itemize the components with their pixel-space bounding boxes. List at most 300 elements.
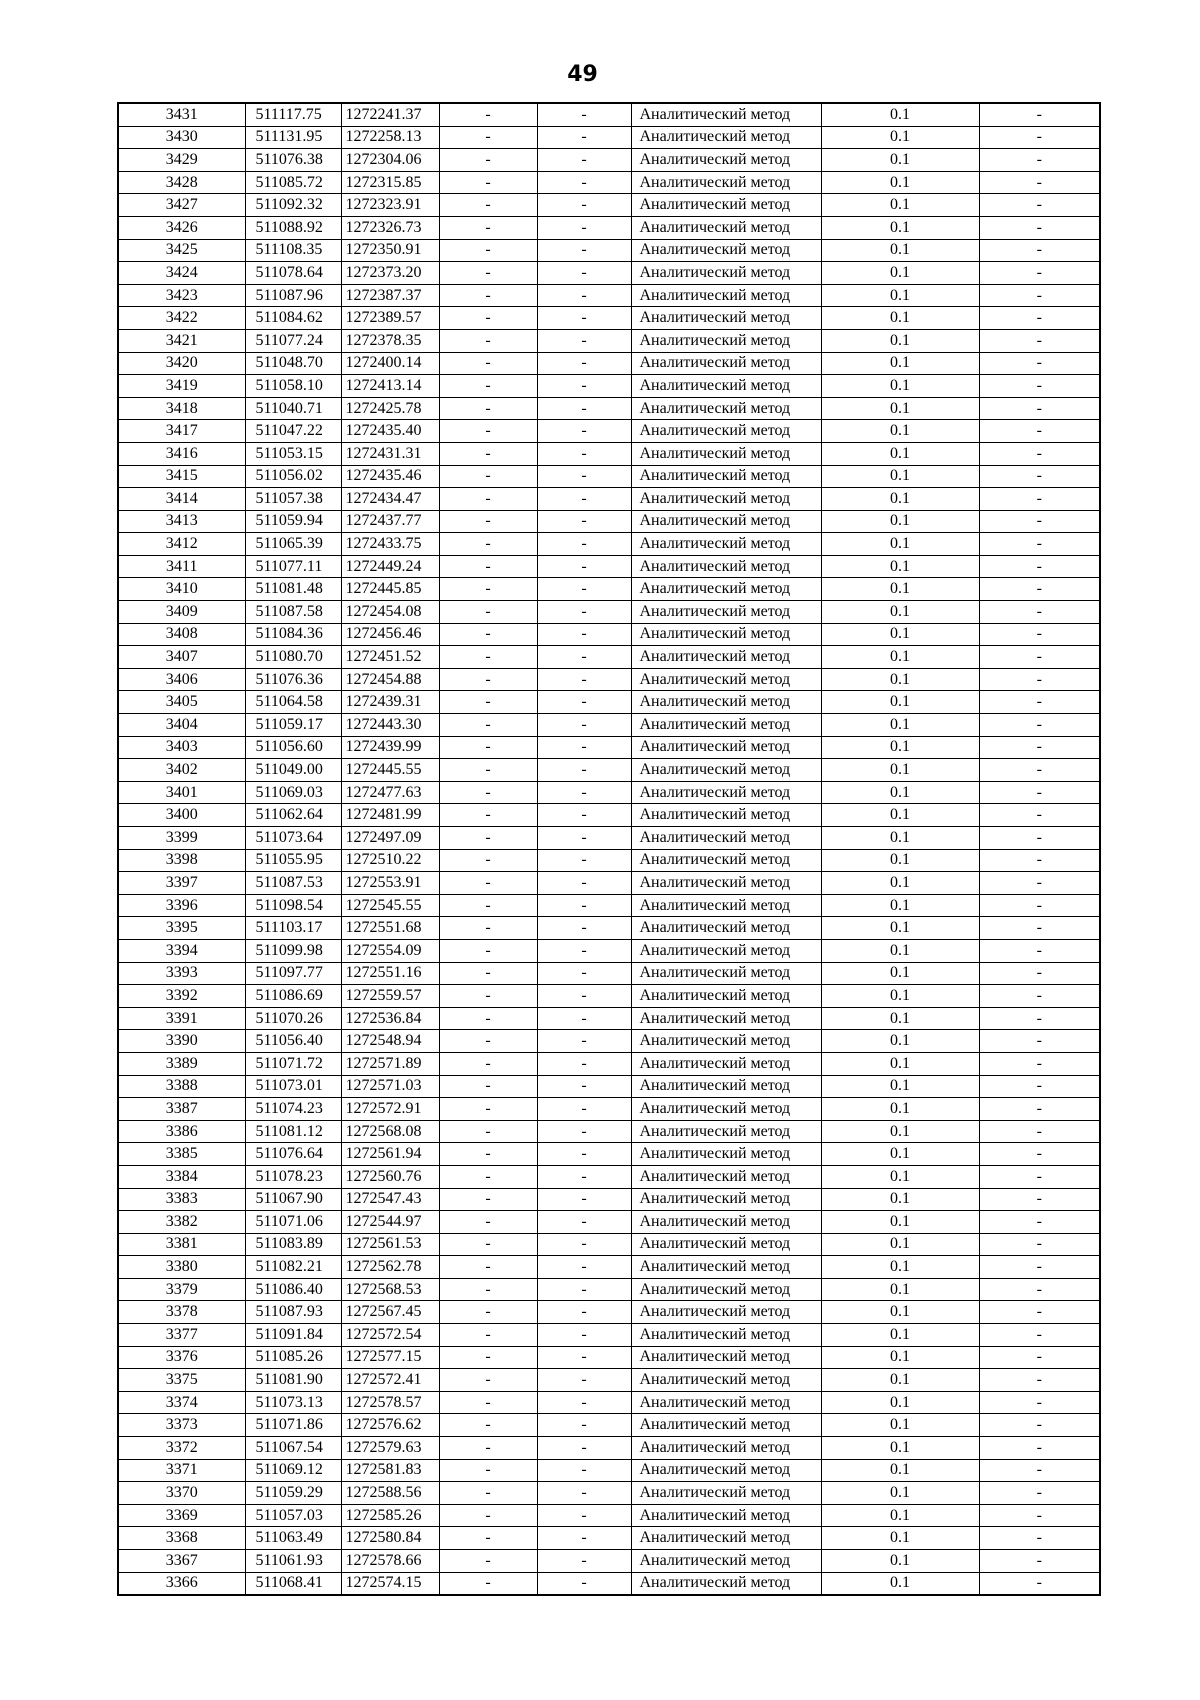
table-row [118, 126, 1100, 149]
empty-value-cell: - [537, 1504, 631, 1527]
point-number-cell: 3396 [118, 894, 245, 917]
empty-value-cell: - [979, 284, 1100, 307]
table-row [118, 917, 1100, 940]
empty-value-cell: - [537, 1459, 631, 1482]
accuracy-cell: 0.1 [821, 646, 979, 669]
empty-value-cell: - [537, 1007, 631, 1030]
accuracy-cell: 0.1 [821, 397, 979, 420]
empty-value-cell: - [439, 962, 537, 985]
accuracy-cell: 0.1 [821, 171, 979, 194]
table-row [118, 103, 1100, 126]
empty-value-cell: - [979, 1369, 1100, 1392]
y-coordinate-cell: 1272481.99 [341, 804, 439, 827]
empty-value-cell: - [979, 488, 1100, 511]
x-coordinate-cell: 511048.70 [245, 352, 341, 375]
empty-value-cell: - [979, 804, 1100, 827]
method-cell: Аналитический метод [631, 623, 821, 646]
empty-value-cell: - [537, 284, 631, 307]
method-cell: Аналитический метод [631, 1301, 821, 1324]
y-coordinate-cell: 1272451.52 [341, 646, 439, 669]
empty-value-cell: - [979, 1120, 1100, 1143]
empty-value-cell: - [439, 985, 537, 1008]
x-coordinate-cell: 511059.17 [245, 714, 341, 737]
y-coordinate-cell: 1272576.62 [341, 1414, 439, 1437]
point-number-cell: 3414 [118, 488, 245, 511]
y-coordinate-cell: 1272577.15 [341, 1346, 439, 1369]
x-coordinate-cell: 511071.06 [245, 1211, 341, 1234]
x-coordinate-cell: 511068.41 [245, 1572, 341, 1595]
empty-value-cell: - [439, 1165, 537, 1188]
point-number-cell: 3387 [118, 1098, 245, 1121]
method-cell: Аналитический метод [631, 939, 821, 962]
empty-value-cell: - [979, 939, 1100, 962]
table-row [118, 759, 1100, 782]
empty-value-cell: - [537, 442, 631, 465]
method-cell: Аналитический метод [631, 1233, 821, 1256]
y-coordinate-cell: 1272574.15 [341, 1572, 439, 1595]
x-coordinate-cell: 511069.12 [245, 1459, 341, 1482]
point-number-cell: 3369 [118, 1504, 245, 1527]
point-number-cell: 3375 [118, 1369, 245, 1392]
empty-value-cell: - [537, 1188, 631, 1211]
accuracy-cell: 0.1 [821, 1459, 979, 1482]
x-coordinate-cell: 511040.71 [245, 397, 341, 420]
empty-value-cell: - [979, 1301, 1100, 1324]
point-number-cell: 3404 [118, 714, 245, 737]
y-coordinate-cell: 1272439.31 [341, 691, 439, 714]
empty-value-cell: - [979, 1324, 1100, 1347]
table-row [118, 849, 1100, 872]
method-cell: Аналитический метод [631, 307, 821, 330]
accuracy-cell: 0.1 [821, 1572, 979, 1595]
empty-value-cell: - [979, 691, 1100, 714]
y-coordinate-cell: 1272572.91 [341, 1098, 439, 1121]
accuracy-cell: 0.1 [821, 329, 979, 352]
empty-value-cell: - [979, 1256, 1100, 1279]
method-cell: Аналитический метод [631, 375, 821, 398]
x-coordinate-cell: 511067.90 [245, 1188, 341, 1211]
empty-value-cell: - [979, 1211, 1100, 1234]
empty-value-cell: - [979, 465, 1100, 488]
empty-value-cell: - [439, 623, 537, 646]
accuracy-cell: 0.1 [821, 578, 979, 601]
empty-value-cell: - [439, 352, 537, 375]
empty-value-cell: - [439, 329, 537, 352]
accuracy-cell: 0.1 [821, 555, 979, 578]
accuracy-cell: 0.1 [821, 1550, 979, 1573]
empty-value-cell: - [439, 1075, 537, 1098]
x-coordinate-cell: 511092.32 [245, 194, 341, 217]
y-coordinate-cell: 1272389.57 [341, 307, 439, 330]
y-coordinate-cell: 1272551.16 [341, 962, 439, 985]
point-number-cell: 3429 [118, 149, 245, 172]
y-coordinate-cell: 1272433.75 [341, 533, 439, 556]
empty-value-cell: - [537, 939, 631, 962]
empty-value-cell: - [439, 1120, 537, 1143]
accuracy-cell: 0.1 [821, 691, 979, 714]
point-number-cell: 3431 [118, 103, 245, 126]
x-coordinate-cell: 511077.24 [245, 329, 341, 352]
y-coordinate-cell: 1272241.37 [341, 103, 439, 126]
table-row [118, 1527, 1100, 1550]
table-row [118, 375, 1100, 398]
empty-value-cell: - [439, 1278, 537, 1301]
empty-value-cell: - [439, 781, 537, 804]
table-row [118, 1211, 1100, 1234]
method-cell: Аналитический метод [631, 578, 821, 601]
y-coordinate-cell: 1272431.31 [341, 442, 439, 465]
point-number-cell: 3415 [118, 465, 245, 488]
accuracy-cell: 0.1 [821, 1030, 979, 1053]
point-number-cell: 3410 [118, 578, 245, 601]
y-coordinate-cell: 1272425.78 [341, 397, 439, 420]
method-cell: Аналитический метод [631, 1324, 821, 1347]
empty-value-cell: - [537, 1346, 631, 1369]
method-cell: Аналитический метод [631, 1075, 821, 1098]
point-number-cell: 3422 [118, 307, 245, 330]
empty-value-cell: - [979, 216, 1100, 239]
empty-value-cell: - [439, 1301, 537, 1324]
empty-value-cell: - [537, 239, 631, 262]
empty-value-cell: - [979, 1233, 1100, 1256]
table-row [118, 804, 1100, 827]
method-cell: Аналитический метод [631, 352, 821, 375]
method-cell: Аналитический метод [631, 714, 821, 737]
table-row [118, 1165, 1100, 1188]
empty-value-cell: - [439, 1143, 537, 1166]
empty-value-cell: - [979, 442, 1100, 465]
empty-value-cell: - [979, 262, 1100, 285]
table-row [118, 262, 1100, 285]
empty-value-cell: - [537, 1278, 631, 1301]
method-cell: Аналитический метод [631, 917, 821, 940]
empty-value-cell: - [979, 329, 1100, 352]
point-number-cell: 3394 [118, 939, 245, 962]
accuracy-cell: 0.1 [821, 1482, 979, 1505]
accuracy-cell: 0.1 [821, 1098, 979, 1121]
x-coordinate-cell: 511070.26 [245, 1007, 341, 1030]
point-number-cell: 3420 [118, 352, 245, 375]
x-coordinate-cell: 511078.23 [245, 1165, 341, 1188]
method-cell: Аналитический метод [631, 691, 821, 714]
method-cell: Аналитический метод [631, 1098, 821, 1121]
table-row [118, 1482, 1100, 1505]
y-coordinate-cell: 1272554.09 [341, 939, 439, 962]
table-row [118, 1278, 1100, 1301]
table-body [118, 103, 1100, 1595]
method-cell: Аналитический метод [631, 1369, 821, 1392]
x-coordinate-cell: 511080.70 [245, 646, 341, 669]
method-cell: Аналитический метод [631, 668, 821, 691]
accuracy-cell: 0.1 [821, 1414, 979, 1437]
empty-value-cell: - [979, 555, 1100, 578]
method-cell: Аналитический метод [631, 555, 821, 578]
x-coordinate-cell: 511098.54 [245, 894, 341, 917]
x-coordinate-cell: 511087.53 [245, 872, 341, 895]
table-row [118, 736, 1100, 759]
table-row [118, 714, 1100, 737]
empty-value-cell: - [979, 352, 1100, 375]
empty-value-cell: - [439, 397, 537, 420]
method-cell: Аналитический метод [631, 1414, 821, 1437]
empty-value-cell: - [537, 781, 631, 804]
accuracy-cell: 0.1 [821, 1211, 979, 1234]
x-coordinate-cell: 511059.94 [245, 510, 341, 533]
empty-value-cell: - [979, 759, 1100, 782]
x-coordinate-cell: 511081.48 [245, 578, 341, 601]
empty-value-cell: - [439, 1233, 537, 1256]
table-row [118, 488, 1100, 511]
x-coordinate-cell: 511067.54 [245, 1437, 341, 1460]
y-coordinate-cell: 1272568.53 [341, 1278, 439, 1301]
y-coordinate-cell: 1272544.97 [341, 1211, 439, 1234]
empty-value-cell: - [537, 1414, 631, 1437]
y-coordinate-cell: 1272545.55 [341, 894, 439, 917]
empty-value-cell: - [537, 1301, 631, 1324]
empty-value-cell: - [979, 1052, 1100, 1075]
table-row [118, 623, 1100, 646]
y-coordinate-cell: 1272571.03 [341, 1075, 439, 1098]
accuracy-cell: 0.1 [821, 736, 979, 759]
empty-value-cell: - [537, 601, 631, 624]
empty-value-cell: - [439, 872, 537, 895]
x-coordinate-cell: 511076.36 [245, 668, 341, 691]
x-coordinate-cell: 511099.98 [245, 939, 341, 962]
point-number-cell: 3406 [118, 668, 245, 691]
empty-value-cell: - [537, 1052, 631, 1075]
empty-value-cell: - [537, 397, 631, 420]
table-row [118, 307, 1100, 330]
empty-value-cell: - [979, 736, 1100, 759]
table-row [118, 1143, 1100, 1166]
accuracy-cell: 0.1 [821, 442, 979, 465]
empty-value-cell: - [439, 1098, 537, 1121]
empty-value-cell: - [439, 1007, 537, 1030]
empty-value-cell: - [439, 1527, 537, 1550]
empty-value-cell: - [537, 329, 631, 352]
accuracy-cell: 0.1 [821, 533, 979, 556]
accuracy-cell: 0.1 [821, 1120, 979, 1143]
table-row [118, 985, 1100, 1008]
point-number-cell: 3397 [118, 872, 245, 895]
accuracy-cell: 0.1 [821, 1165, 979, 1188]
x-coordinate-cell: 511074.23 [245, 1098, 341, 1121]
empty-value-cell: - [439, 804, 537, 827]
x-coordinate-cell: 511076.38 [245, 149, 341, 172]
empty-value-cell: - [439, 736, 537, 759]
empty-value-cell: - [537, 1324, 631, 1347]
point-number-cell: 3417 [118, 420, 245, 443]
method-cell: Аналитический метод [631, 646, 821, 669]
empty-value-cell: - [537, 985, 631, 1008]
method-cell: Аналитический метод [631, 827, 821, 850]
point-number-cell: 3426 [118, 216, 245, 239]
point-number-cell: 3413 [118, 510, 245, 533]
method-cell: Аналитический метод [631, 1165, 821, 1188]
x-coordinate-cell: 511069.03 [245, 781, 341, 804]
table-row [118, 1550, 1100, 1573]
accuracy-cell: 0.1 [821, 352, 979, 375]
empty-value-cell: - [439, 555, 537, 578]
coordinates-table [117, 102, 1101, 1596]
method-cell: Аналитический метод [631, 1188, 821, 1211]
accuracy-cell: 0.1 [821, 1504, 979, 1527]
accuracy-cell: 0.1 [821, 1346, 979, 1369]
empty-value-cell: - [979, 171, 1100, 194]
empty-value-cell: - [537, 352, 631, 375]
table-row [118, 239, 1100, 262]
table-row [118, 1437, 1100, 1460]
y-coordinate-cell: 1272580.84 [341, 1527, 439, 1550]
accuracy-cell: 0.1 [821, 465, 979, 488]
table-row [118, 420, 1100, 443]
empty-value-cell: - [439, 1391, 537, 1414]
x-coordinate-cell: 511055.95 [245, 849, 341, 872]
empty-value-cell: - [979, 1143, 1100, 1166]
x-coordinate-cell: 511087.58 [245, 601, 341, 624]
table-row [118, 352, 1100, 375]
method-cell: Аналитический метод [631, 1572, 821, 1595]
empty-value-cell: - [537, 307, 631, 330]
point-number-cell: 3405 [118, 691, 245, 714]
empty-value-cell: - [979, 375, 1100, 398]
empty-value-cell: - [979, 646, 1100, 669]
accuracy-cell: 0.1 [821, 1256, 979, 1279]
table-row [118, 646, 1100, 669]
accuracy-cell: 0.1 [821, 1369, 979, 1392]
accuracy-cell: 0.1 [821, 1437, 979, 1460]
point-number-cell: 3380 [118, 1256, 245, 1279]
method-cell: Аналитический метод [631, 962, 821, 985]
x-coordinate-cell: 511047.22 [245, 420, 341, 443]
x-coordinate-cell: 511087.93 [245, 1301, 341, 1324]
accuracy-cell: 0.1 [821, 623, 979, 646]
empty-value-cell: - [439, 216, 537, 239]
point-number-cell: 3418 [118, 397, 245, 420]
empty-value-cell: - [537, 1550, 631, 1573]
accuracy-cell: 0.1 [821, 1233, 979, 1256]
accuracy-cell: 0.1 [821, 668, 979, 691]
method-cell: Аналитический метод [631, 759, 821, 782]
page-number: 49 [567, 62, 598, 87]
y-coordinate-cell: 1272510.22 [341, 849, 439, 872]
table-row [118, 872, 1100, 895]
x-coordinate-cell: 511097.77 [245, 962, 341, 985]
method-cell: Аналитический метод [631, 420, 821, 443]
accuracy-cell: 0.1 [821, 1324, 979, 1347]
empty-value-cell: - [439, 465, 537, 488]
accuracy-cell: 0.1 [821, 1301, 979, 1324]
y-coordinate-cell: 1272561.94 [341, 1143, 439, 1166]
empty-value-cell: - [979, 1414, 1100, 1437]
empty-value-cell: - [979, 1550, 1100, 1573]
table-row [118, 1120, 1100, 1143]
method-cell: Аналитический метод [631, 804, 821, 827]
y-coordinate-cell: 1272445.85 [341, 578, 439, 601]
method-cell: Аналитический метод [631, 1007, 821, 1030]
empty-value-cell: - [439, 239, 537, 262]
method-cell: Аналитический метод [631, 171, 821, 194]
empty-value-cell: - [439, 894, 537, 917]
table-row [118, 533, 1100, 556]
y-coordinate-cell: 1272579.63 [341, 1437, 439, 1460]
empty-value-cell: - [439, 442, 537, 465]
empty-value-cell: - [979, 872, 1100, 895]
x-coordinate-cell: 511073.64 [245, 827, 341, 850]
empty-value-cell: - [979, 1278, 1100, 1301]
table-row [118, 1188, 1100, 1211]
empty-value-cell: - [537, 962, 631, 985]
empty-value-cell: - [439, 103, 537, 126]
empty-value-cell: - [439, 262, 537, 285]
empty-value-cell: - [979, 1482, 1100, 1505]
accuracy-cell: 0.1 [821, 849, 979, 872]
empty-value-cell: - [439, 510, 537, 533]
method-cell: Аналитический метод [631, 849, 821, 872]
table-row [118, 149, 1100, 172]
accuracy-cell: 0.1 [821, 804, 979, 827]
y-coordinate-cell: 1272551.68 [341, 917, 439, 940]
method-cell: Аналитический метод [631, 1030, 821, 1053]
method-cell: Аналитический метод [631, 397, 821, 420]
accuracy-cell: 0.1 [821, 1075, 979, 1098]
empty-value-cell: - [439, 488, 537, 511]
point-number-cell: 3409 [118, 601, 245, 624]
point-number-cell: 3390 [118, 1030, 245, 1053]
table-row [118, 1030, 1100, 1053]
y-coordinate-cell: 1272449.24 [341, 555, 439, 578]
empty-value-cell: - [979, 601, 1100, 624]
empty-value-cell: - [537, 510, 631, 533]
y-coordinate-cell: 1272437.77 [341, 510, 439, 533]
method-cell: Аналитический метод [631, 533, 821, 556]
point-number-cell: 3402 [118, 759, 245, 782]
y-coordinate-cell: 1272435.46 [341, 465, 439, 488]
point-number-cell: 3383 [118, 1188, 245, 1211]
method-cell: Аналитический метод [631, 465, 821, 488]
method-cell: Аналитический метод [631, 985, 821, 1008]
empty-value-cell: - [439, 1030, 537, 1053]
empty-value-cell: - [979, 1030, 1100, 1053]
x-coordinate-cell: 511053.15 [245, 442, 341, 465]
x-coordinate-cell: 511076.64 [245, 1143, 341, 1166]
method-cell: Аналитический метод [631, 601, 821, 624]
empty-value-cell: - [439, 284, 537, 307]
point-number-cell: 3385 [118, 1143, 245, 1166]
y-coordinate-cell: 1272400.14 [341, 352, 439, 375]
empty-value-cell: - [439, 1482, 537, 1505]
point-number-cell: 3381 [118, 1233, 245, 1256]
y-coordinate-cell: 1272315.85 [341, 171, 439, 194]
empty-value-cell: - [979, 827, 1100, 850]
empty-value-cell: - [537, 375, 631, 398]
empty-value-cell: - [439, 126, 537, 149]
method-cell: Аналитический метод [631, 1346, 821, 1369]
method-cell: Аналитический метод [631, 872, 821, 895]
point-number-cell: 3386 [118, 1120, 245, 1143]
point-number-cell: 3388 [118, 1075, 245, 1098]
x-coordinate-cell: 511117.75 [245, 103, 341, 126]
x-coordinate-cell: 511085.26 [245, 1346, 341, 1369]
method-cell: Аналитический метод [631, 442, 821, 465]
point-number-cell: 3366 [118, 1572, 245, 1595]
y-coordinate-cell: 1272560.76 [341, 1165, 439, 1188]
table-row [118, 216, 1100, 239]
point-number-cell: 3367 [118, 1550, 245, 1573]
table-row [118, 284, 1100, 307]
empty-value-cell: - [537, 103, 631, 126]
empty-value-cell: - [979, 962, 1100, 985]
